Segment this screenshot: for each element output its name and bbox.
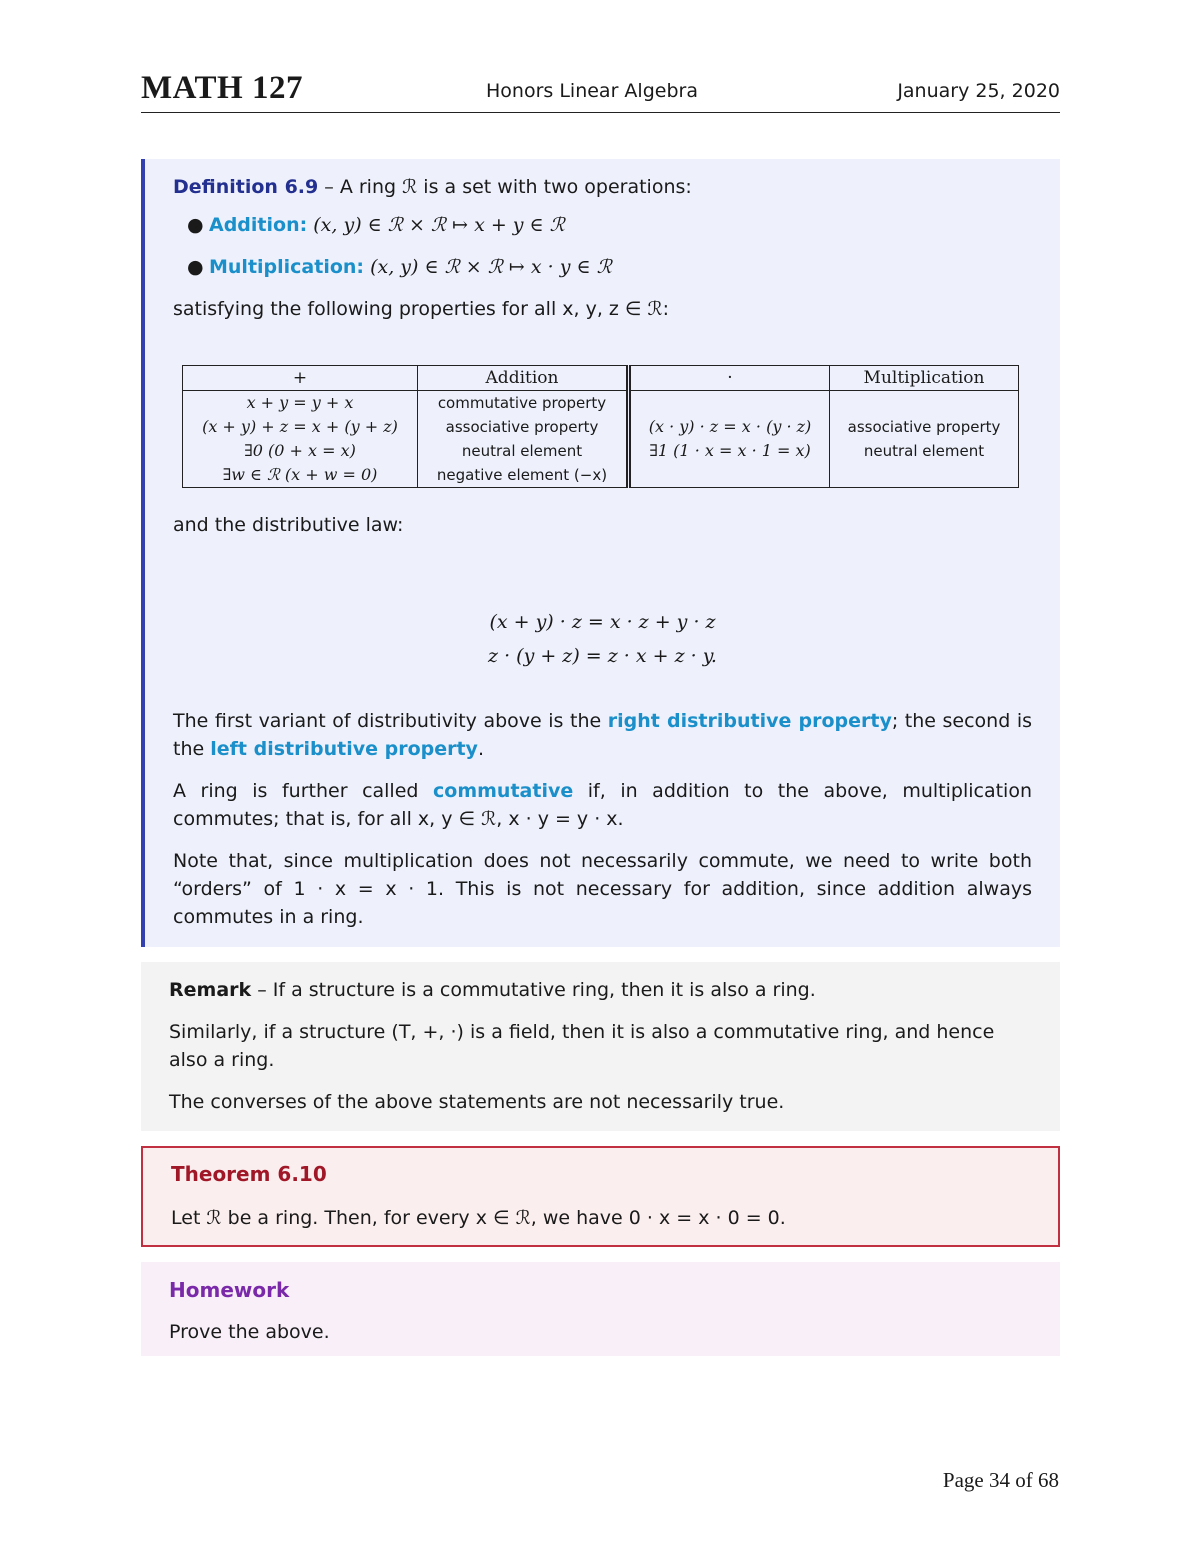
distributivity-paragraph <box>173 707 1032 763</box>
paragraph-text: A ring is further called <box>173 780 434 802</box>
header-date: January 25, 2020 <box>897 80 1060 102</box>
bullet-icon: ● <box>187 256 204 278</box>
definition-box <box>141 159 1060 947</box>
table-header: Multiplication <box>830 366 1019 391</box>
remark-line-1 <box>169 976 1032 1004</box>
definition-intro-line <box>173 173 1032 201</box>
table-header: + <box>183 366 418 391</box>
equation-line: z · (y + z) = z · x + z · y. <box>488 645 717 667</box>
page-number: Page 34 of 68 <box>942 1468 1059 1492</box>
table-cell: ∃1 (1 · x = x · 1 = x) <box>649 441 811 460</box>
list-item <box>187 211 1032 239</box>
list-item <box>187 253 1032 281</box>
operations-list <box>173 211 1032 281</box>
definition-paragraphs <box>173 707 1032 931</box>
remark-heading: Remark <box>169 979 252 1001</box>
table-cell: associative property <box>847 418 1001 436</box>
note-paragraph: Note that, since multiplication does not necessarily commute, we need to write both “orders” of 1 · x = x · 1. This is not necessary for addition, since addition always commutes in a ring. <box>173 850 1032 928</box>
homework-heading: Homework <box>169 1278 290 1302</box>
course-code: MATH 127 <box>141 70 303 106</box>
homework-box <box>141 1262 1060 1356</box>
operation-label: Multiplication: <box>209 256 365 278</box>
table-cell: (x + y) + z = x + (y + z) <box>202 417 398 436</box>
table-header: · <box>629 366 830 391</box>
theorem-body: Let ℛ be a ring. Then, for every x ∈ ℛ, we have 0 · x = x · 0 = 0. <box>171 1207 786 1229</box>
table-header: Addition <box>418 366 629 391</box>
table-cell: neutral element <box>461 442 583 460</box>
satisfying-line: satisfying the following properties for all x, y, z ∈ ℛ: <box>173 298 670 320</box>
properties-table <box>182 365 1019 488</box>
bullet-icon: ● <box>187 214 204 236</box>
table-cell: x + y = y + x <box>246 393 354 412</box>
distributive-equations <box>145 605 1060 673</box>
definition-heading: Definition 6.9 <box>173 176 319 198</box>
table-row <box>183 391 1019 488</box>
operation-label: Addition: <box>209 214 308 236</box>
operation-formula: (x, y) ∈ ℛ × ℛ ↦ x + y ∈ ℛ <box>313 214 565 236</box>
table-cell: (x · y) · z = x · (y · z) <box>648 417 812 436</box>
remark-line-2: Similarly, if a structure (T, +, ·) is a field, then it is also a commutative ring, and hence also a ring. <box>169 1021 995 1071</box>
table-cell: ∃w ∈ ℛ (x + w = 0) <box>222 465 378 484</box>
table-cell: ∃0 (0 + x = x) <box>244 441 356 460</box>
definition-dash: – <box>318 176 340 198</box>
operation-formula: (x, y) ∈ ℛ × ℛ ↦ x · y ∈ ℛ <box>370 256 612 278</box>
theorem-box <box>141 1146 1060 1247</box>
homework-body: Prove the above. <box>169 1321 330 1343</box>
table-header-row <box>183 366 1019 391</box>
page-header <box>141 62 1060 113</box>
distributive-intro: and the distributive law: <box>173 514 404 536</box>
remark-text: If a structure is a commutative ring, then it is also a ring. <box>272 979 816 1001</box>
paragraph-text: if, in addition to the above, multiplication commutes; that is, for all x, y ∈ ℛ, x · y = y · x. <box>173 780 1033 830</box>
table-cell: commutative property <box>437 394 607 412</box>
commutative-term: commutative <box>433 780 574 802</box>
equation-line: (x + y) · z = x · z + y · z <box>489 611 716 633</box>
paragraph-text: ; the second is the <box>173 710 1033 760</box>
commutative-paragraph <box>173 777 1032 833</box>
left-distributive-term: left distributive property <box>210 738 478 760</box>
remark-dash: – <box>251 979 273 1001</box>
right-distributive-term: right distributive property <box>607 710 892 732</box>
definition-intro: A ring ℛ is a set with two operations: <box>339 176 692 198</box>
paragraph-text: The first variant of distributivity above is the <box>173 710 608 732</box>
course-title: Honors Linear Algebra <box>486 80 698 102</box>
multiplication-names-cell <box>830 391 1019 488</box>
remark-line-3: The converses of the above statements are not necessarily true. <box>169 1091 785 1113</box>
table-cell: negative element (−x) <box>436 466 608 484</box>
paragraph-text: . <box>477 738 484 760</box>
multiplication-formulas-cell <box>629 391 830 488</box>
table-cell: neutral element <box>863 442 985 460</box>
theorem-heading: Theorem 6.10 <box>171 1162 327 1186</box>
addition-names-cell <box>418 391 629 488</box>
table-cell: associative property <box>445 418 599 436</box>
remark-box <box>141 962 1060 1131</box>
addition-formulas-cell <box>183 391 418 488</box>
